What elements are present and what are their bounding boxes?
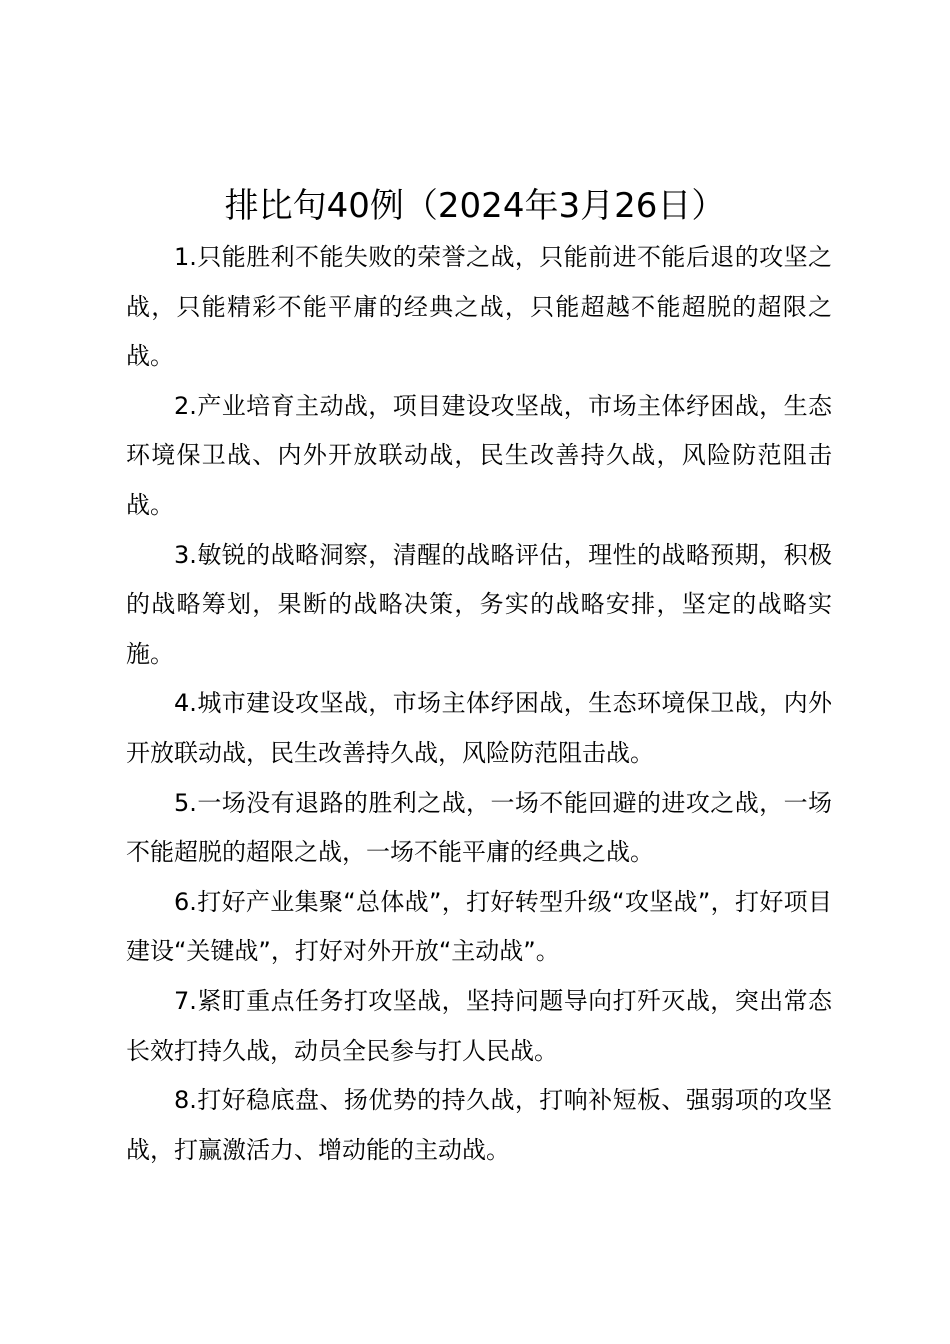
paragraph-6: 6.打好产业集聚“总体战”，打好转型升级“攻坚战”，打好项目建设“关键战”，打好对外开放“主动战”。 [126,887,832,966]
document-title: 排比句40例（2024年3月26日） [224,186,726,226]
paragraph-2: 2.产业培育主动战，项目建设攻坚战，市场主体纾困战，生态环境保卫战、内外开放联动战，民生改善持久战，风险防范阻击战。 [126,391,832,519]
paragraph-3: 3.敏锐的战略洞察，清醒的战略评估，理性的战略预期，积极的战略筹划，果断的战略决策，务实的战略安排，坚定的战略实施。 [126,540,832,668]
document-body [126,233,832,1175]
paragraph-4: 4.城市建设攻坚战，市场主体纾困战，生态环境保卫战，内外开放联动战，民生改善持久战，风险防范阻击战。 [126,689,832,767]
paragraph-8: 8.打好稳底盘、扬优势的持久战，打响补短板、强弱项的攻坚战，打赢激活力、增动能的主动战。 [126,1086,832,1164]
paragraph-5: 5.一场没有退路的胜利之战，一场不能回避的进攻之战，一场不能超脱的超限之战，一场不能平庸的经典之战。 [126,788,832,867]
paragraph-7: 7.紧盯重点任务打攻坚战，坚持问题导向打歼灭战，突出常态长效打持久战，动员全民参与打人民战。 [126,986,832,1065]
paragraph-1: 1.只能胜利不能失败的荣誉之战，只能前进不能后退的攻坚之战，只能精彩不能平庸的经典之战，只能超越不能超脱的超限之战。 [126,243,832,371]
